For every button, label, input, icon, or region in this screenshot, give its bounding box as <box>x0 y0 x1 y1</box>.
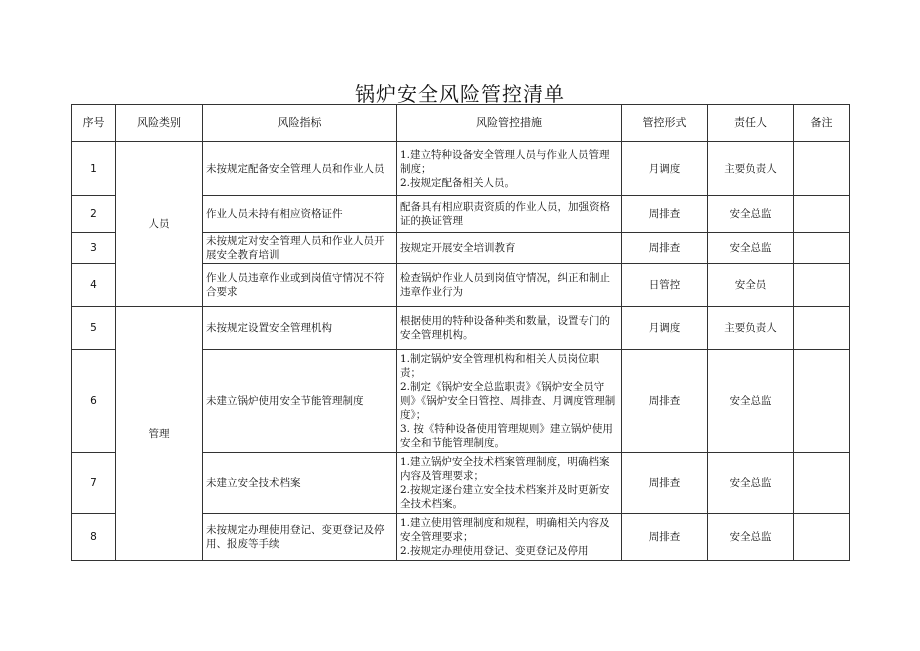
cell-remark <box>794 514 850 561</box>
table-row <box>72 142 850 196</box>
cell-measures <box>397 264 622 307</box>
cell-responsible: 安全员 <box>708 264 794 307</box>
measure-line: 1.建立特种设备安全管理人员与作业人员管理制度； <box>400 148 610 175</box>
cell-remark <box>794 350 850 453</box>
measure-line: 1.制定锅炉安全管理机构和相关人员岗位职责； <box>400 353 600 379</box>
cell-form: 周排查 <box>622 453 708 514</box>
header-indicator: 风险指标 <box>203 105 397 142</box>
cell-indicator: 作业人员违章作业或到岗值守情况不符合要求 <box>203 264 397 307</box>
cell-indicator: 未按规定设置安全管理机构 <box>203 307 397 350</box>
header-no: 序号 <box>72 105 116 142</box>
cell-form: 周排查 <box>622 350 708 453</box>
cell-responsible: 主要负责人 <box>708 142 794 196</box>
cell-no: 5 <box>72 307 116 350</box>
page-title: 锅炉安全风险管控清单 <box>355 82 565 106</box>
cell-indicator: 未按规定配备安全管理人员和作业人员 <box>203 142 397 196</box>
cell-measures <box>397 350 622 453</box>
cell-indicator: 未按规定办理使用登记、变更登记及停用、报废等手续 <box>203 514 397 561</box>
cell-category-management: 管理 <box>116 307 203 561</box>
cell-remark <box>794 233 850 264</box>
cell-remark <box>794 307 850 350</box>
measure-line: 根据使用的特种设备种类和数量，设置专门的安全管理机构。 <box>400 315 610 341</box>
cell-no: 6 <box>72 350 116 453</box>
cell-no: 7 <box>72 453 116 514</box>
cell-remark <box>794 264 850 307</box>
measure-line: 检查锅炉作业人员到岗值守情况，纠正和制止违章作业行为 <box>400 272 610 298</box>
cell-measures <box>397 196 622 233</box>
table-row <box>72 307 850 350</box>
cell-no: 8 <box>72 514 116 561</box>
cell-indicator: 未建立安全技术档案 <box>203 453 397 514</box>
header-form: 管控形式 <box>622 105 708 142</box>
measure-line: 1.建立使用管理制度和规程，明确相关内容及安全管理要求； <box>400 517 610 543</box>
measure-line: 2.按规定逐台建立安全技术档案并及时更新安全技术档案。 <box>400 484 610 510</box>
cell-measures <box>397 142 622 196</box>
header-measures: 风险管控措施 <box>397 105 622 142</box>
measure-line: 3. 按《特种设备使用管理规则》建立锅炉使用安全和节能管理制度。 <box>400 423 613 449</box>
cell-remark <box>794 453 850 514</box>
cell-responsible: 安全总监 <box>708 196 794 233</box>
header-responsible: 责任人 <box>708 105 794 142</box>
measure-line: 2.按规定办理使用登记、变更登记及停用 <box>400 545 589 557</box>
cell-indicator: 作业人员未持有相应资格证件 <box>203 196 397 233</box>
measure-line: 按规定开展安全培训教育 <box>400 242 516 254</box>
cell-responsible: 安全总监 <box>708 233 794 264</box>
cell-measures <box>397 514 622 561</box>
cell-no: 4 <box>72 264 116 307</box>
header-remark: 备注 <box>794 105 850 142</box>
cell-remark <box>794 142 850 196</box>
cell-form: 周排查 <box>622 196 708 233</box>
measure-line: 1.建立锅炉安全技术档案管理制度，明确档案内容及管理要求； <box>400 456 610 482</box>
cell-responsible: 主要负责人 <box>708 307 794 350</box>
cell-responsible: 安全总监 <box>708 453 794 514</box>
cell-no: 2 <box>72 196 116 233</box>
cell-form: 月调度 <box>622 142 708 196</box>
cell-remark <box>794 196 850 233</box>
cell-form: 周排查 <box>622 514 708 561</box>
cell-no: 1 <box>72 142 116 196</box>
cell-form: 日管控 <box>622 264 708 307</box>
cell-responsible: 安全总监 <box>708 514 794 561</box>
cell-category-personnel: 人员 <box>116 142 203 307</box>
cell-measures <box>397 453 622 514</box>
cell-responsible: 安全总监 <box>708 350 794 453</box>
cell-indicator: 未按规定对安全管理人员和作业人员开展安全教育培训 <box>203 233 397 264</box>
measure-line: 配备具有相应职责资质的作业人员，加强资格证的换证管理 <box>400 201 610 227</box>
header-row <box>72 105 850 142</box>
measure-line: 2.按规定配备相关人员。 <box>400 176 516 189</box>
risk-control-table <box>71 104 850 561</box>
cell-form: 月调度 <box>622 307 708 350</box>
cell-measures <box>397 233 622 264</box>
header-category: 风险类别 <box>116 105 203 142</box>
measure-line: 2.制定《锅炉安全总监职责》《锅炉安全员守则》《锅炉安全日管控、周排查、月调度管理制度》； <box>400 381 616 421</box>
cell-form: 周排查 <box>622 233 708 264</box>
cell-indicator: 未建立锅炉使用安全节能管理制度 <box>203 350 397 453</box>
cell-measures <box>397 307 622 350</box>
cell-no: 3 <box>72 233 116 264</box>
